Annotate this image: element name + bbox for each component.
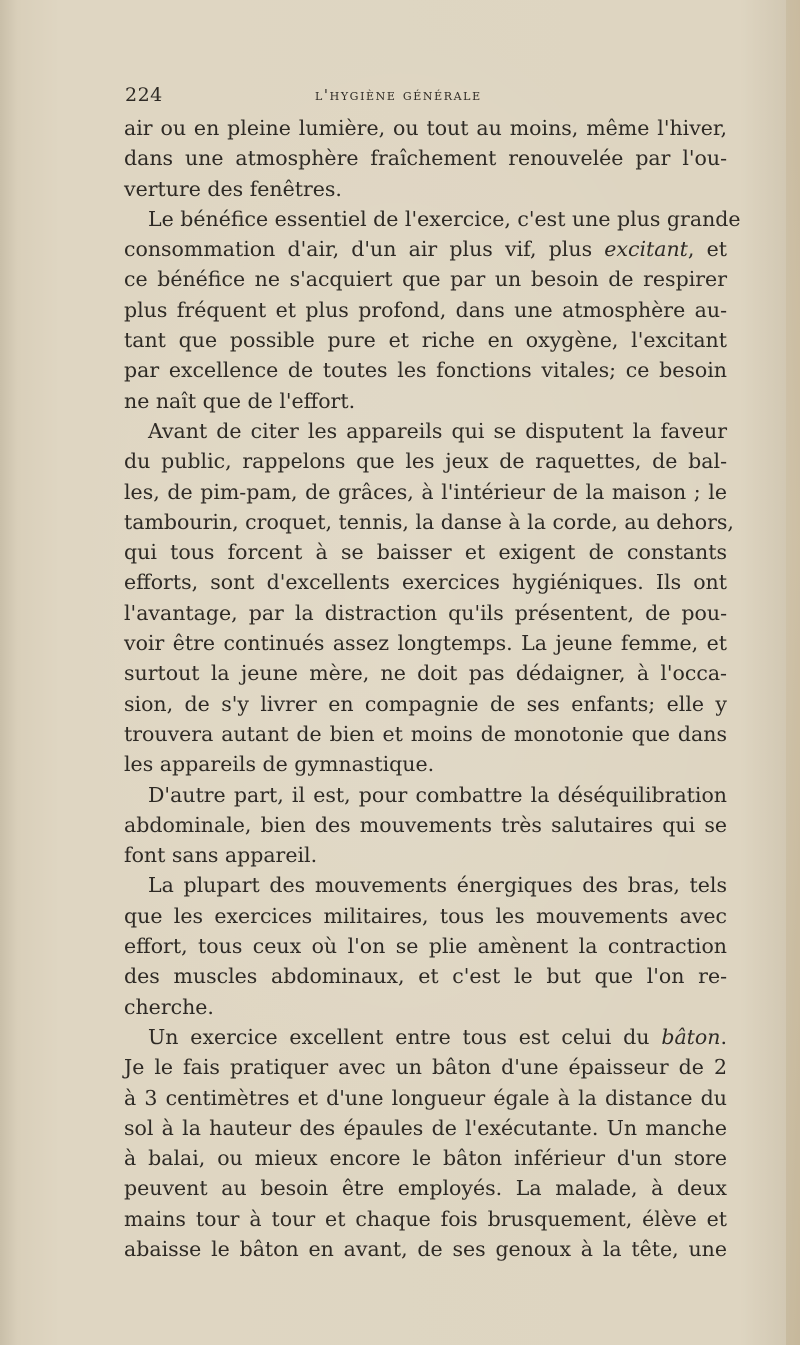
- italic-word: excitant: [604, 237, 688, 262]
- running-title: l'hygiène générale: [315, 86, 482, 104]
- text-line: que les exercices militaires, tous les mouvements avec: [124, 903, 727, 928]
- running-head: [125, 84, 725, 114]
- text-line: les appareils de gymnastique.: [124, 752, 435, 777]
- paragraph-start-line: D'autre part, il est, pour combattre la déséquilibration: [148, 782, 727, 807]
- text-line: effort, tous ceux où l'on se plie amènent la contraction: [124, 934, 727, 959]
- text-line: surtout la jeune mère, ne doit pas dédaigner, à l'occa-: [124, 661, 727, 686]
- text-line: peuvent au besoin être employés. La malade, à deux: [124, 1176, 727, 1201]
- text-line: à 3 centimètres et d'une longueur égale à la distance du: [124, 1085, 727, 1110]
- text-line: sol à la hauteur des épaules de l'exécutante. Un manche: [124, 1115, 727, 1140]
- paragraph-start-line: [124, 1022, 727, 1052]
- text-line: qui tous forcent à se baisser et exigent de constants: [124, 540, 727, 565]
- text-fragment: consommation d'air, d'un air plus vif, plus: [124, 237, 605, 262]
- text-fragment: Un exercice excellent entre tous est celui du: [148, 1024, 662, 1049]
- text-line: voir être continués assez longtemps. La jeune femme, et: [124, 631, 727, 656]
- text-line: font sans appareil.: [124, 843, 318, 868]
- page-edge-shadow: [786, 0, 800, 1345]
- paragraph-start-line: Avant de citer les appareils qui se disputent la faveur: [148, 418, 727, 443]
- text-line: l'avantage, par la distraction qu'ils présentent, de pou-: [124, 600, 727, 625]
- text-line: cherche.: [124, 994, 214, 1019]
- text-fragment: .: [720, 1024, 727, 1049]
- text-line: Je le fais pratiquer avec un bâton d'une épaisseur de 2: [124, 1055, 727, 1080]
- text-line: tambourin, croquet, tennis, la danse à la corde, au dehors,: [124, 509, 734, 534]
- text-line: tant que possible pure et riche en oxygène, l'excitant: [124, 328, 727, 353]
- text-line: sion, de s'y livrer en compagnie de ses enfants; elle y: [124, 691, 727, 716]
- text-fragment: , et: [687, 237, 727, 262]
- text-line: trouvera autant de bien et moins de monotonie que dans: [124, 721, 727, 746]
- italic-word: bâton: [661, 1024, 721, 1049]
- text-line: ce bénéfice ne s'acquiert que par un besoin de respirer: [124, 267, 727, 292]
- paragraph-start-line: La plupart des mouvements énergiques des bras, tels: [148, 873, 727, 898]
- text-line: les, de pim-pam, de grâces, à l'intérieur de la maison ; le: [124, 479, 727, 504]
- text-line: abdominale, bien des mouvements très salutaires qui se: [124, 812, 727, 837]
- page-number: 224: [125, 84, 163, 106]
- text-line: à balai, ou mieux encore le bâton inférieur d'un store: [124, 1146, 727, 1171]
- text-line: du public, rappelons que les jeux de raquettes, de bal-: [124, 449, 727, 474]
- text-line: air ou en pleine lumière, ou tout au moins, même l'hiver,: [124, 116, 727, 140]
- text-line: efforts, sont d'excellents exercices hygiéniques. Ils ont: [124, 570, 727, 595]
- text-line: plus fréquent et plus profond, dans une atmosphère au-: [124, 297, 727, 322]
- text-line: mains tour à tour et chaque fois brusquement, élève et: [124, 1206, 727, 1231]
- text-line: par excellence de toutes les fonctions vitales; ce besoin: [124, 358, 727, 383]
- text-line: des muscles abdominaux, et c'est le but que l'on re-: [124, 964, 727, 989]
- body-text: [124, 113, 741, 1264]
- text-line: abaisse le bâton en avant, de ses genoux à la tête, une: [124, 1236, 727, 1261]
- paragraph-start-line: Le bénéfice essentiel de l'exercice, c'est une plus grande: [148, 206, 741, 231]
- text-line: ne naît que de l'effort.: [124, 388, 356, 413]
- text-line: [124, 234, 727, 264]
- text-line: dans une atmosphère fraîchement renouvelée par l'ou-: [124, 146, 727, 171]
- text-line: verture des fenêtres.: [124, 176, 342, 201]
